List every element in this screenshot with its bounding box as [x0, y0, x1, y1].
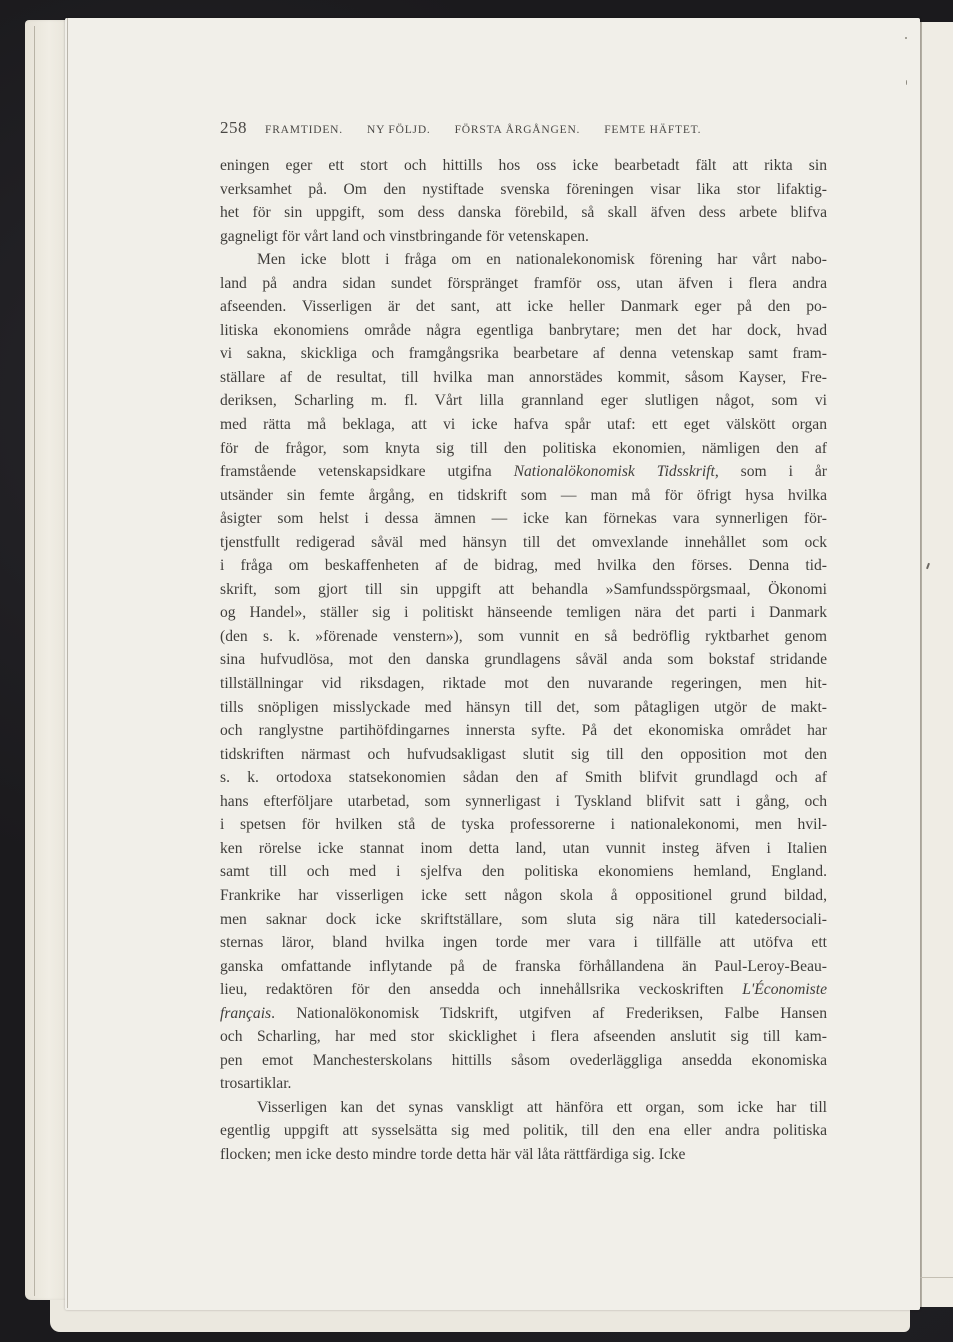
text-line: pen emot Manchesterskolans hittills såsom ovederläggliga ansedda ekonomiska — [220, 1051, 827, 1069]
text-line: hans efterföljare utarbetad, som synnerligast i Tyskland blifvit satt i gång, och — [220, 792, 827, 810]
text-line: Visserligen kan det synas vanskligt att hänföra ett organ, som icke har till — [257, 1098, 827, 1116]
text-line: egentlig uppgift att sysselsätta sig med politik, till den ena eller andra politiska — [220, 1122, 827, 1140]
running-head-issue: FEMTE HÄFTET. — [604, 124, 702, 136]
text-line: litiska ekonomiens område några egentliga banbrytare; men det har dock, hvad — [220, 321, 827, 339]
text-line: framstående vetenskapsidkare utgifna Nationalökonomisk Tidsskrift, som i år — [220, 463, 827, 481]
text-line: men saknar dock icke skriftställare, som sluta sig nära till katedersociali- — [220, 910, 827, 928]
text-line: deriksen, Scharling m. fl. Vårt lilla grannland eger slutligen något, som vi — [220, 392, 827, 410]
text-line: sternas läror, bland hvilka ingen torde mer vara i tillfälle att utöfva ett — [220, 934, 827, 952]
text-line: åsigter som helst i dessa ämnen — icke kan förnekas vara synnerligen för- — [220, 510, 827, 528]
page-text-block — [220, 118, 827, 1167]
text-line: med rätta må beklaga, att vi icke hafva spår utaf: ett eget välskött organ — [220, 416, 827, 434]
running-head-journal: FRAMTIDEN. — [265, 124, 343, 136]
paragraph — [220, 248, 827, 1096]
italic-title: français — [220, 1004, 272, 1022]
text-line: och Scharling, har med stor skicklighet i flera afseenden anslutit sig till kam- — [220, 1028, 827, 1046]
text-line: och ranglystne partihöfdingarnes innersta syfte. På det ekonomiska området har — [220, 722, 827, 740]
running-head — [220, 118, 827, 146]
text-line: tidskriften närmast och hufvudsakligast slutit sig till den opposition mot den — [220, 745, 827, 763]
text-line: i fråga om beskaffenheten af de bidrag, med hvilka den förses. Denna tid- — [220, 557, 827, 575]
text-line: skrift, som gjort till sin uppgift att behandla »Samfundsspörgsmaal, Ökonomi — [220, 580, 827, 598]
text-line: flocken; men icke desto mindre torde detta här väl låta rättfärdiga sig. Icke — [220, 1145, 686, 1163]
italic-title: Nationalökonomisk Tidsskrift — [513, 463, 715, 481]
text-line: tills snöpligen misslyckade med hänsyn till det, som påtagligen utgör de makt- — [220, 698, 827, 716]
running-head-volume: FÖRSTA ÅRGÅNGEN. — [454, 124, 581, 136]
text-line: eningen eger ett stort och hittills hos oss icke bearbetadt fält att rikta sin — [220, 157, 827, 174]
page-left-edge — [67, 18, 68, 1308]
italic-title: L'Économiste — [742, 981, 827, 999]
page-number: 258 — [220, 118, 247, 137]
text-line: land på andra sidan sundet förspränget framför oss, utan äfven i flera andra — [220, 274, 827, 292]
text-line: för de frågor, som knyta sig till den politiska ekonomien, nämligen den af — [220, 439, 827, 457]
facing-page-crease — [920, 1277, 953, 1278]
paper-speck — [906, 80, 907, 85]
text-line: tillställningar vid riksdagen, riktade mot den nuvarande regeringen, men hit- — [220, 675, 827, 693]
text-line: gagneligt för vårt land och vinstbringande för vetenskapen. — [220, 227, 589, 245]
text-line: ställare af de resultat, till hvilka man annorstädes kommit, såsom Kayser, Fre- — [220, 368, 827, 386]
text-line: ganska omfattande inflytande på de franska förhållandena än Paul-Leroy-Beau- — [220, 957, 827, 975]
text-line: ken rörelse icke stannat inom detta land, utan vunnit insteg äfven i Italien — [220, 839, 827, 857]
paper-speck — [905, 37, 907, 39]
text-line: trosartiklar. — [220, 1075, 292, 1093]
text-line: verksamhet på. Om den nystiftade svenska föreningen visar lika stor lifaktig- — [220, 180, 827, 198]
text-line: (den s. k. »förenade venstern»), som vunnit en så bedröflig ryktbarhet genom — [220, 627, 827, 645]
text-line: i spetsen för hvilken stå de tyska professorerne i nationalekonomi, men hvil- — [220, 816, 827, 834]
text-line: afseenden. Visserligen är det sant, att icke heller Danmark eger på den po- — [220, 298, 827, 316]
text-line: Frankrike har visserligen icke sett någon skola å oppositionel grund bildad, — [220, 886, 827, 904]
text-line: lieu, redaktören för den ansedda och innehållsrika veckoskriften L'Économiste — [220, 981, 827, 999]
body-text — [220, 154, 827, 1167]
facing-page-edge — [920, 22, 953, 1307]
text-line: Men icke blott i fråga om en nationalekonomisk förening har vårt nabo- — [257, 251, 827, 269]
text-line: vi sakna, skickliga och framgångsrika bearbetare af denna vetenskap samt fram- — [220, 345, 827, 363]
text-line: het för sin uppgift, som dess danska förebild, så skall äfven dess arbete blifva — [220, 204, 827, 222]
text-line: sina hufvudlösa, mot den danska grundlagens såväl anda som bokstaf stridande — [220, 651, 827, 669]
text-line: français. Nationalökonomisk Tidskrift, utgifven af Frederiksen, Falbe Hansen — [220, 1004, 827, 1022]
text-line: og Handel», ställer sig i politiskt hänseende temligen nära det parti i Danmark — [220, 604, 827, 622]
paragraph — [220, 154, 827, 248]
text-line: tjenstfullt redigerad såväl med hänsyn till det omvexlande innehållet som ock — [220, 533, 827, 551]
paragraph — [220, 1096, 827, 1167]
text-line: samt till och med i sjelfva den politiska ekonomiens hemland, England. — [220, 863, 827, 881]
text-line: s. k. ortodoxa statsekonomien sådan den af Smith blifvit grundlagd och af — [220, 769, 827, 787]
text-line: utsänder sin femte årgång, en tidskrift som — man må för öfrigt hysa hvilka — [220, 486, 827, 504]
running-head-series: NY FÖLJD. — [366, 124, 431, 136]
